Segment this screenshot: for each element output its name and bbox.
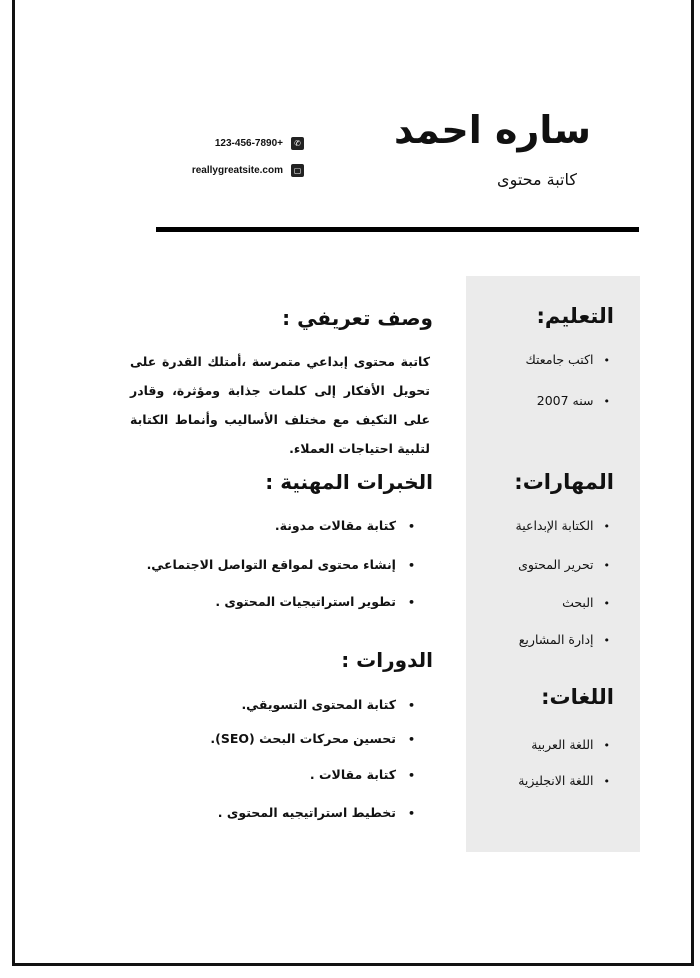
web-icon: ▢	[291, 164, 304, 177]
header-divider	[156, 227, 639, 232]
course-item: • كتابة المحتوى التسويقي.	[241, 697, 415, 712]
sidebar	[466, 276, 640, 852]
skill-item: • تحرير المحتوى	[518, 557, 610, 572]
skill-item: • إدارة المشاريع	[519, 632, 610, 647]
experience-item: • تطوير استراتيجيات المحتوى .	[215, 594, 415, 609]
resume-page	[12, 0, 694, 966]
education-item: • اكتب جامعتك	[525, 352, 610, 367]
course-item: • كتابة مقالات .	[310, 767, 415, 782]
courses-title: الدورات :	[341, 648, 433, 672]
education-title: التعليم:	[536, 304, 614, 328]
experience-item: • كتابة مقالات مدونة.	[275, 518, 415, 533]
education-item: • سنه 2007	[537, 393, 610, 408]
language-item: • اللغة الانجليزية	[518, 773, 610, 788]
person-name: ساره احمد	[393, 108, 591, 152]
language-item: • اللغة العربية	[531, 737, 610, 752]
job-title: كاتبة محتوى	[497, 170, 577, 189]
phone-text: 123-456-7890+	[214, 138, 283, 149]
course-item: • تحسين محركات البحث (SEO).	[210, 731, 415, 746]
course-item: • تخطيط استراتيجيه المحتوى .	[218, 805, 415, 820]
website-contact[interactable]	[187, 164, 304, 177]
skill-item: • الكتابة الإبداعية	[516, 518, 610, 533]
skills-title: المهارات:	[514, 470, 614, 494]
profile-text: كاتبة محتوى إبداعي متمرسة ،أمتلك القدرة على تحويل الأفكار إلى كلمات جذابة ومؤثرة، وقادر على التكيف مع مختلف الأساليب وأنماط الكتابة لتلبية احتياجات العملاء.	[130, 354, 430, 456]
experience-title: الخبرات المهنية :	[265, 470, 433, 494]
website-text[interactable]: reallygreatsite.com	[191, 165, 283, 176]
phone-contact	[187, 137, 304, 150]
languages-title: اللغات:	[541, 685, 614, 709]
phone-icon: ✆	[291, 137, 304, 150]
profile-title: وصف تعريفي :	[282, 306, 433, 330]
experience-item: • إنشاء محتوى لمواقع التواصل الاجتماعي.	[147, 557, 415, 572]
skill-item: • البحث	[562, 595, 610, 610]
